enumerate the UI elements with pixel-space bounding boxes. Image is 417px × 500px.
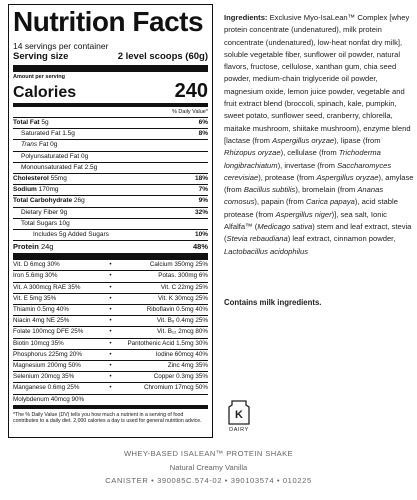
dietary-fiber-dv: 32% (194, 208, 208, 216)
ingredients-species: Aspergillus niger (275, 209, 332, 219)
total-fat-dv: 6% (198, 119, 208, 126)
total-sugars-label: Total Sugars 10g (21, 219, 70, 227)
bullet-separator: • (109, 261, 112, 269)
amount-per-serving: Amount per serving (13, 74, 65, 80)
bullet-separator: • (109, 294, 112, 302)
vitamin-row (13, 283, 208, 294)
product-flavor: Natural Creamy Vanilla (169, 463, 248, 472)
dairy-word: DAIRY (229, 427, 249, 432)
dietary-fiber-row (13, 207, 208, 218)
dietary-fiber-label: Dietary Fiber 9g (21, 208, 68, 216)
nutrition-facts-panel (8, 4, 213, 438)
kosher-letter: K (235, 409, 243, 421)
ingredients-part: ), papain (from (254, 197, 306, 207)
vitamin-right: Vit. C 22mg 25% (160, 283, 208, 291)
serving-size-value: 2 level scoops (60g) (117, 51, 208, 62)
vitamin-left: Phosphorus 225mg 20% (13, 350, 82, 358)
vitamin-left: Folate 100mcg DFE 25% (13, 328, 84, 336)
ingredients-species: Aspergillus oryzae (272, 135, 335, 145)
ingredients-species: Saccharomyces cerevisiae (224, 160, 392, 182)
bullet-separator: • (109, 339, 112, 347)
vitamin-row (13, 372, 208, 383)
carbohydrate-amount: 26g (73, 197, 85, 205)
ingredients-part: Exclusive Myo-IsaLean™ Complex [whey protein concentrate (undenatured), milk protein concentrate (undenatured), low-heat nonfat dry milk], soluble vegetable fiber, sunflower oil powder, natural flavors, fructose, cellulose, xanthan gum, chia seed powder, medium-chain triglyceride oil powder, magnesium oxide, lemon juice powder, vegetable and fruit extract blend (broccoli, spinach, kale, pumpkin, sweet potato, sunflower seed, cranberry, chlorella, maitake mushroom, shiitake mushroom), enzyme blend [lactase (from (224, 13, 411, 145)
trans-fat-label: Trans (21, 141, 38, 149)
saturated-fat-dv: 8% (198, 130, 208, 138)
vitamin-right: Zinc 4mg 35% (167, 362, 208, 370)
serving-size-label: Serving size (13, 51, 69, 62)
bullet-separator: • (109, 384, 112, 392)
vitamin-left: Vit. D 6mcg 30% (13, 261, 60, 269)
vitamin-left: Niacin 4mg NE 25% (13, 317, 70, 325)
vitamins-minerals-table (13, 253, 208, 405)
ingredients-species: Aspergillus oryzae (316, 172, 379, 182)
cholesterol-amount: 55mg (50, 175, 67, 183)
total-fat-row (13, 117, 208, 128)
ingredients-species: Carica papaya (305, 197, 355, 207)
vitamin-row (13, 260, 208, 271)
cholesterol-label: Cholesterol (13, 175, 49, 183)
sodium-amount: 170mg (38, 186, 59, 194)
calories-row (13, 81, 208, 101)
vitamin-row (13, 294, 208, 305)
total-sugars-row (13, 218, 208, 229)
ingredients-species: Rhizopus oryzae (224, 148, 281, 158)
vitamin-right: Chromium 17mcg 50% (143, 384, 208, 392)
carbohydrate-row (13, 195, 208, 206)
daily-value-header: % Daily Value* (172, 109, 208, 115)
vitamin-left: Iron 5.6mg 30% (13, 272, 58, 280)
total-fat-label: Total Fat (13, 119, 40, 126)
sodium-dv: 7% (198, 186, 208, 194)
sodium-row (13, 184, 208, 195)
vitamin-right: Vit. K 30mcg 25% (158, 294, 208, 302)
vitamin-left: Vit. E 5mg 35% (13, 294, 57, 302)
protein-amount: 24g (40, 242, 54, 252)
vitamin-row (13, 383, 208, 394)
vitamin-left: Biotin 10mcg 35% (13, 339, 64, 347)
ingredients-label: Ingredients: (224, 13, 268, 22)
bullet-separator: • (109, 362, 112, 370)
vitamin-row (13, 361, 208, 372)
vitamin-right: Copper 0.3mg 35% (153, 373, 208, 381)
nutrition-facts-title: Nutrition Facts (13, 6, 204, 37)
calories-label: Calories (13, 84, 77, 101)
added-sugars-label: Includes 5g Added Sugars (33, 231, 109, 239)
serving-size-row (13, 51, 208, 64)
kosher-dairy-icon (228, 400, 250, 432)
vitamin-right: Iodine 60mcg 40% (155, 350, 208, 358)
vitamin-right (122, 395, 208, 405)
vitamin-left: Magnesium 200mg 50% (13, 362, 81, 370)
vitamin-left: Thiamin 0.5mg 40% (13, 306, 69, 314)
vitamin-row (13, 271, 208, 282)
cholesterol-dv: 18% (194, 175, 208, 183)
saturated-fat-row (13, 128, 208, 139)
vitamin-row (13, 339, 208, 350)
bullet-separator: • (109, 306, 112, 314)
ingredients-text (224, 12, 414, 258)
ingredients-part: ), cellulase (from (280, 148, 339, 158)
saturated-fat-label: Saturated Fat (21, 130, 61, 138)
carbohydrate-label: Total Carbohydrate (13, 197, 73, 205)
ingredients-species: Ananas comosus (224, 185, 384, 207)
bullet-separator (99, 395, 122, 405)
vitamin-row (13, 350, 208, 361)
total-fat-amount: 5g (41, 119, 49, 126)
bullet-separator: • (109, 317, 112, 325)
bullet-separator: • (109, 283, 112, 291)
vitamin-right: Calcium 350mg 25% (149, 261, 208, 269)
bullet-separator: • (109, 373, 112, 381)
sodium-label: Sodium (13, 186, 37, 194)
vitamin-right: Potas. 300mg 6% (158, 272, 208, 280)
polyunsaturated-fat-label: Polyunsaturated Fat 0g (21, 152, 89, 160)
bullet-separator: • (109, 272, 112, 280)
thick-divider (13, 65, 208, 72)
protein-dv: 48% (192, 242, 208, 252)
ingredients-part: )], sea salt, Ionic Alfalfa™ ( (224, 209, 387, 232)
trans-fat-row (13, 139, 208, 150)
carbohydrate-dv: 9% (198, 197, 208, 205)
vitamin-row (13, 316, 208, 327)
saturated-fat-amount: 1.5g (62, 130, 75, 138)
ingredients-part: ), amylase (from (224, 172, 414, 195)
added-sugars-dv: 10% (194, 231, 208, 239)
vitamin-row (13, 395, 208, 405)
servings-per-container: 14 servings per container (13, 41, 109, 51)
ingredients-part: ) leaf extract, cinnamon powder, (287, 234, 396, 244)
ingredients-part: ), bromelain (from (295, 185, 358, 195)
product-codes: CANISTER • 390085C.574-02 • 390103574 • 010225 (105, 476, 312, 485)
daily-value-footnote: *The % Daily Value (DV) tells you how much a nutrient in a serving of food contributes to a daily diet. 2,000 calories a day is used for general nutrition advice. (13, 405, 208, 425)
calories-value: 240 (174, 80, 208, 102)
vitamin-right: Riboflavin 0.5mg 40% (146, 306, 208, 314)
ingredients-part: ), protease (from (258, 172, 317, 182)
ingredients-part: ), acid stable protease (from (224, 197, 398, 219)
ingredients-species: Lactobacillus acidophilus (224, 246, 309, 256)
bullet-separator: • (109, 328, 112, 336)
ingredients-species: Stevia rebaudiana (226, 234, 288, 244)
vitamin-left: Selenium 20mcg 35% (13, 373, 75, 381)
vitamin-row (13, 305, 208, 316)
ingredients-part: ), invertase (from (277, 160, 338, 170)
protein-label: Protein (13, 242, 39, 252)
ingredients-part: ), lipase (from (334, 135, 381, 145)
allergen-statement: Contains milk ingredients. (224, 298, 322, 307)
ingredients-part: ) stem and leaf extract, stevia ( (224, 222, 412, 244)
ingredients-species: Trichoderma longibrachiatum (224, 148, 381, 170)
cholesterol-row (13, 173, 208, 184)
protein-row (13, 240, 208, 252)
product-name: WHEY-BASED ISALEAN™ PROTEIN SHAKE (123, 449, 294, 458)
vitamin-row (13, 327, 208, 338)
trans-fat-amount: Fat 0g (38, 141, 58, 149)
added-sugars-row (13, 229, 208, 240)
bullet-separator: • (109, 350, 112, 358)
polyunsaturated-fat-row (13, 151, 208, 162)
ingredients-species: Bacillus subtilis (243, 185, 296, 195)
vitamin-left: Molybdenum 40mcg 90% (13, 395, 85, 403)
vitamin-right: Vit. B₁₂ 2mcg 80% (156, 328, 208, 336)
vitamin-left: Manganese 0.6mg 25% (13, 384, 80, 392)
monounsaturated-fat-row (13, 162, 208, 173)
vitamin-left: Vit. A 300mcg RAE 35% (13, 283, 81, 291)
ingredients-species: Medicago sativa (257, 222, 313, 232)
monounsaturated-fat-label: Monounsaturated Fat 2.5g (21, 163, 98, 171)
vitamin-right: Pantothenic Acid 1.5mg 30% (127, 339, 208, 347)
vitamin-right: Vit. B₆ 0.4mg 25% (156, 317, 208, 325)
